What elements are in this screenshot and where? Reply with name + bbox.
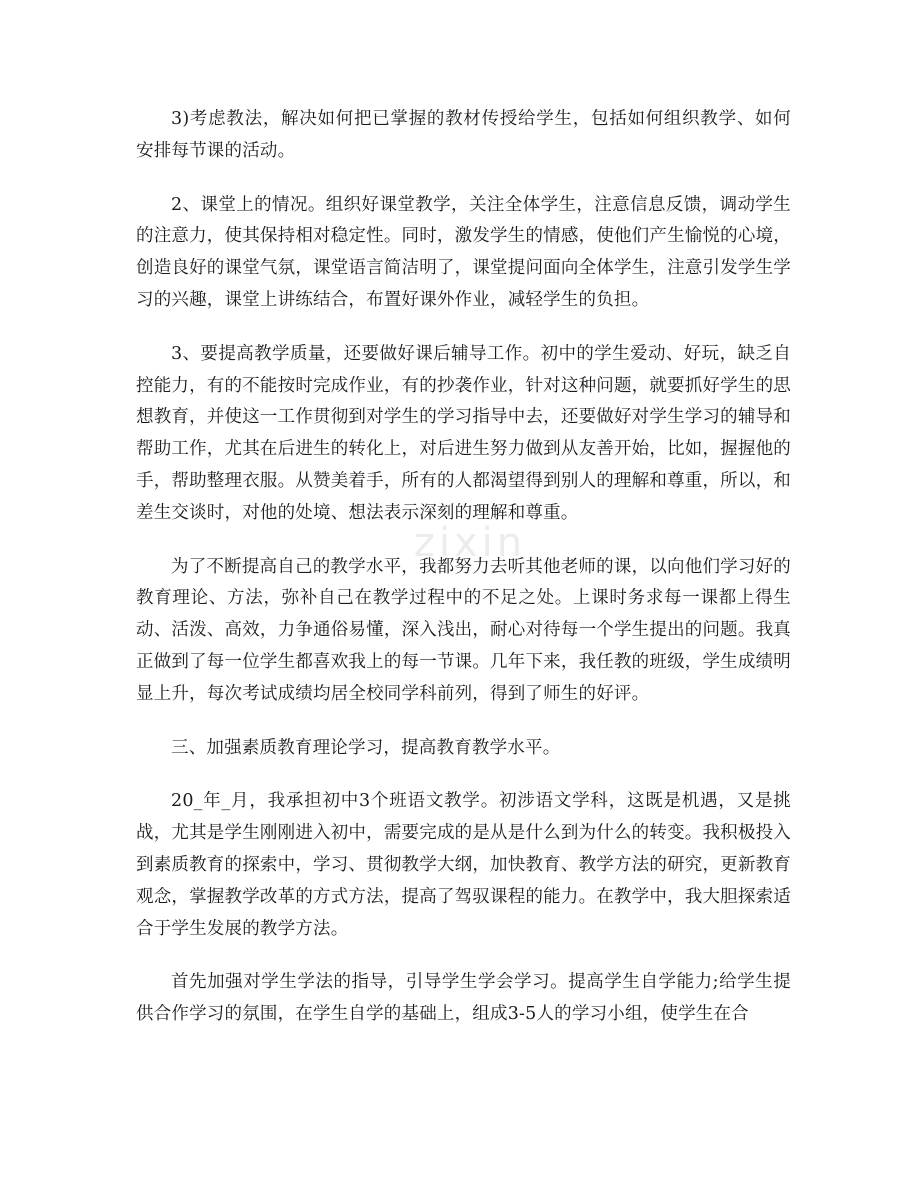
- paragraph-teaching-method: 3)考虑教法，解决如何把已掌握的教材传授给学生，包括如何组织教学、如何安排每节课的活动。: [136, 109, 791, 161]
- paragraph-classroom: 2、课堂上的情况。组织好课堂教学，关注全体学生，注意信息反馈，调动学生的注意力，使其保持相对稳定性。同时，激发学生的情感，使他们产生愉悦的心境，创造良好的课堂气氛，课堂语言简洁明了，课堂提问面向全体学生，注意引发学生学习的兴趣，课堂上讲练结合，布置好课外作业，减轻学生的负担。: [136, 194, 791, 310]
- paragraph-self-improvement: 为了不断提高自己的教学水平，我都努力去听其他老师的课，以向他们学习好的教育理论、方法，弥补自己在教学过程中的不足之处。上课时务求每一课都上得生动、活泼、高效，力争通俗易懂，深入浅出，耐心对待每一个学生提出的问题。我真正做到了每一位学生都喜欢我上的每一节课。几年下来，我任教的班级，学生成绩明显上升，每次考试成绩均居全校同学科前列，得到了师生的好评。: [136, 556, 791, 704]
- watermark: zixin: [413, 520, 527, 566]
- document-body: [136, 104, 791, 1053]
- paragraph-after-class-tutoring: 3、要提高教学质量，还要做好课后辅导工作。初中的学生爱动、好玩，缺乏自控能力，有的不能按时完成作业，有的抄袭作业，针对这种问题，就要抓好学生的思想教育，并使这一工作贯彻到对学生的学习指导中去，还要做好对学生学习的辅导和帮助工作，尤其在后进生的转化上，对后进生努力做到从友善开始，比如，握握他的手，帮助整理衣服。从赞美着手，所有的人都渴望得到别人的理解和尊重，所以，和差生交谈时，对他的处境、想法表示深刻的理解和尊重。: [136, 343, 791, 523]
- section-heading-quality-education: 三、加强素质教育理论学习，提高教育教学水平。: [171, 737, 561, 758]
- paragraph-chinese-teaching: 20_年_月，我承担初中3个班语文教学。初涉语文学科，这既是机遇，又是挑战，尤其是学生刚刚进入初中，需要完成的是从是什么到为什么的转变。我积极投入到素质教育的探索中，学习、贯彻教学大纲，加快教育、教学方法的研究，更新教育观念，掌握教学改革的方式方法，提高了驾驭课程的能力。在教学中，我大胆探索适合于学生发展的教学方法。: [136, 791, 791, 939]
- paragraph-study-methods: 首先加强对学生学法的指导，引导学生学会学习。提高学生自学能力;给学生提供合作学习的氛围，在学生自学的基础上，组成3-5人的学习小组，使学生在合: [136, 972, 791, 1025]
